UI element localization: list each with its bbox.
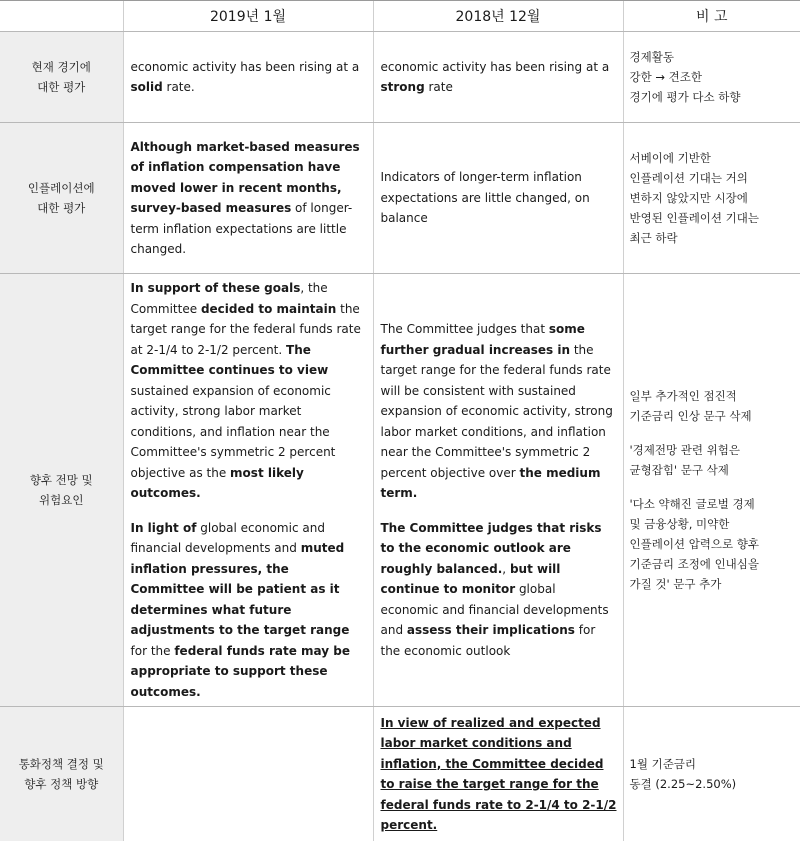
- cell-dec-2018: [373, 707, 623, 841]
- emphasized-text: In light of: [131, 521, 197, 535]
- statement-paragraph: [131, 278, 367, 504]
- remark-line: 경기에 평가 다소 하향: [630, 87, 795, 107]
- remark-line: 균형잡힘' 문구 삭제: [630, 460, 795, 480]
- statement-text: ,: [502, 562, 510, 576]
- header-remarks: 비 고: [623, 1, 800, 32]
- remark-line: 동결 (2.25~2.50%): [630, 774, 795, 794]
- cell-dec-2018: [373, 123, 623, 274]
- emphasized-text: The Committee continues to view: [131, 343, 329, 378]
- remark-line: '다소 약해진 글로벌 경제: [630, 494, 795, 514]
- statement-text: for the: [131, 644, 175, 658]
- table-row: [0, 123, 800, 274]
- statement-paragraph: [381, 57, 617, 98]
- cell-jan-2019: [123, 274, 373, 707]
- statement-text: for the economic outlook: [381, 623, 596, 658]
- statement-paragraph: [381, 713, 617, 836]
- statement-text: rate: [425, 80, 453, 94]
- cell-remarks: [623, 123, 800, 274]
- cell-remarks: [623, 32, 800, 123]
- statement-text: the target range for the federal funds rate at 2-1/4 to 2-1/2 percent.: [131, 302, 361, 357]
- row-category: 인플레이션에 대한 평가: [0, 123, 123, 274]
- cell-jan-2019: [123, 32, 373, 123]
- cell-jan-2019: [123, 707, 373, 841]
- cell-dec-2018: [373, 274, 623, 707]
- remark-line: 인플레이션 압력으로 향후: [630, 534, 795, 554]
- cell-remarks: [623, 274, 800, 707]
- emphasized-text: but will continue to monitor: [381, 562, 561, 597]
- header-dec-2018: 2018년 12월: [373, 1, 623, 32]
- statement-text: , the Committee: [131, 281, 328, 316]
- emphasized-text: some further gradual increases in: [381, 322, 585, 357]
- remark-line: 최근 하락: [630, 228, 795, 248]
- remark-line: 경제활동: [630, 47, 795, 67]
- table-header: [0, 1, 800, 32]
- statement-text: sustained expansion of economic activity, strong labor market conditions, and inflation near the Committee's symmetric 2 percent objective as the: [131, 384, 336, 480]
- emphasized-text: federal funds rate may be appropriate to support these outcomes.: [131, 644, 350, 699]
- remark-line: 서베이에 기반한: [630, 148, 795, 168]
- statement-paragraph: [381, 167, 617, 229]
- header-row: [0, 1, 800, 32]
- emphasized-text: assess their implications: [407, 623, 575, 637]
- emphasized-text: In view of realized and expected labor market conditions and inflation, the Committee decided to raise the target range for the federal funds rate to 2-1/4 to 2-1/2 percent.: [381, 716, 617, 833]
- remark-line: 인플레이션 기대는 거의: [630, 168, 795, 188]
- remark-line: 일부 추가적인 점진적: [630, 386, 795, 406]
- row-category: 통화정책 결정 및 향후 정책 방향: [0, 707, 123, 841]
- row-category: 현재 경기에 대한 평가: [0, 32, 123, 123]
- emphasized-text: muted inflation pressures, the Committee will be patient as it determines what future adjustments to the target range: [131, 541, 350, 637]
- remark-line: 및 금융상황, 미약한: [630, 514, 795, 534]
- cell-jan-2019: [123, 123, 373, 274]
- emphasized-text: solid: [131, 80, 163, 94]
- emphasized-text: the medium term.: [381, 466, 601, 501]
- cell-remarks: [623, 707, 800, 841]
- remark-line: 기준금리 인상 문구 삭제: [630, 406, 795, 426]
- statement-text: rate.: [163, 80, 195, 94]
- table-row: [0, 707, 800, 841]
- remark-line: 기준금리 조정에 인내심을: [630, 554, 795, 574]
- remark-line: 변하지 않았지만 시장에: [630, 188, 795, 208]
- statement-paragraph: [381, 518, 617, 662]
- header-jan-2019: 2019년 1월: [123, 1, 373, 32]
- row-category: 향후 전망 및 위험요인: [0, 274, 123, 707]
- statement-text: global economic and financial developments and: [381, 582, 609, 637]
- statement-text: global economic and financial developments and: [131, 521, 325, 556]
- emphasized-text: most likely outcomes.: [131, 466, 304, 501]
- statement-text: of longer-term inflation expectations are little changed.: [131, 201, 353, 256]
- statement-text: Indicators of longer-term inflation expectations are little changed, on balance: [381, 170, 590, 225]
- table-row: [0, 32, 800, 123]
- statement-paragraph: [131, 518, 367, 703]
- emphasized-text: decided to maintain: [201, 302, 336, 316]
- remark-line: 1월 기준금리: [630, 754, 795, 774]
- remark-line: 가질 것' 문구 추가: [630, 574, 795, 594]
- table-row: [0, 274, 800, 707]
- statement-text: The Committee judges that: [381, 322, 549, 336]
- statement-text: economic activity has been rising at a: [131, 60, 360, 74]
- emphasized-text: The Committee judges that risks to the economic outlook are roughly balanced.: [381, 521, 602, 576]
- statement-paragraph: [131, 137, 367, 260]
- remark-line: '경제전망 관련 위험은: [630, 440, 795, 460]
- statement-text: economic activity has been rising at a: [381, 60, 610, 74]
- cell-dec-2018: [373, 32, 623, 123]
- statement-paragraph: [381, 319, 617, 504]
- remark-line: 반영된 인플레이션 기대는: [630, 208, 795, 228]
- table-body: [0, 32, 800, 841]
- statement-text: the target range for the federal funds rate will be consistent with sustained expansion of economic activity, strong labor market conditions, and inflation near the Committee's symmetric 2 percent objective over: [381, 343, 613, 480]
- emphasized-text: In support of these goals: [131, 281, 301, 295]
- header-category: [0, 1, 123, 32]
- statement-paragraph: [131, 57, 367, 98]
- emphasized-text: Although market-based measures of inflation compensation have moved lower in recent months, survey-based measures: [131, 140, 360, 216]
- remark-line: 강한 → 견조한: [630, 67, 795, 87]
- emphasized-text: strong: [381, 80, 425, 94]
